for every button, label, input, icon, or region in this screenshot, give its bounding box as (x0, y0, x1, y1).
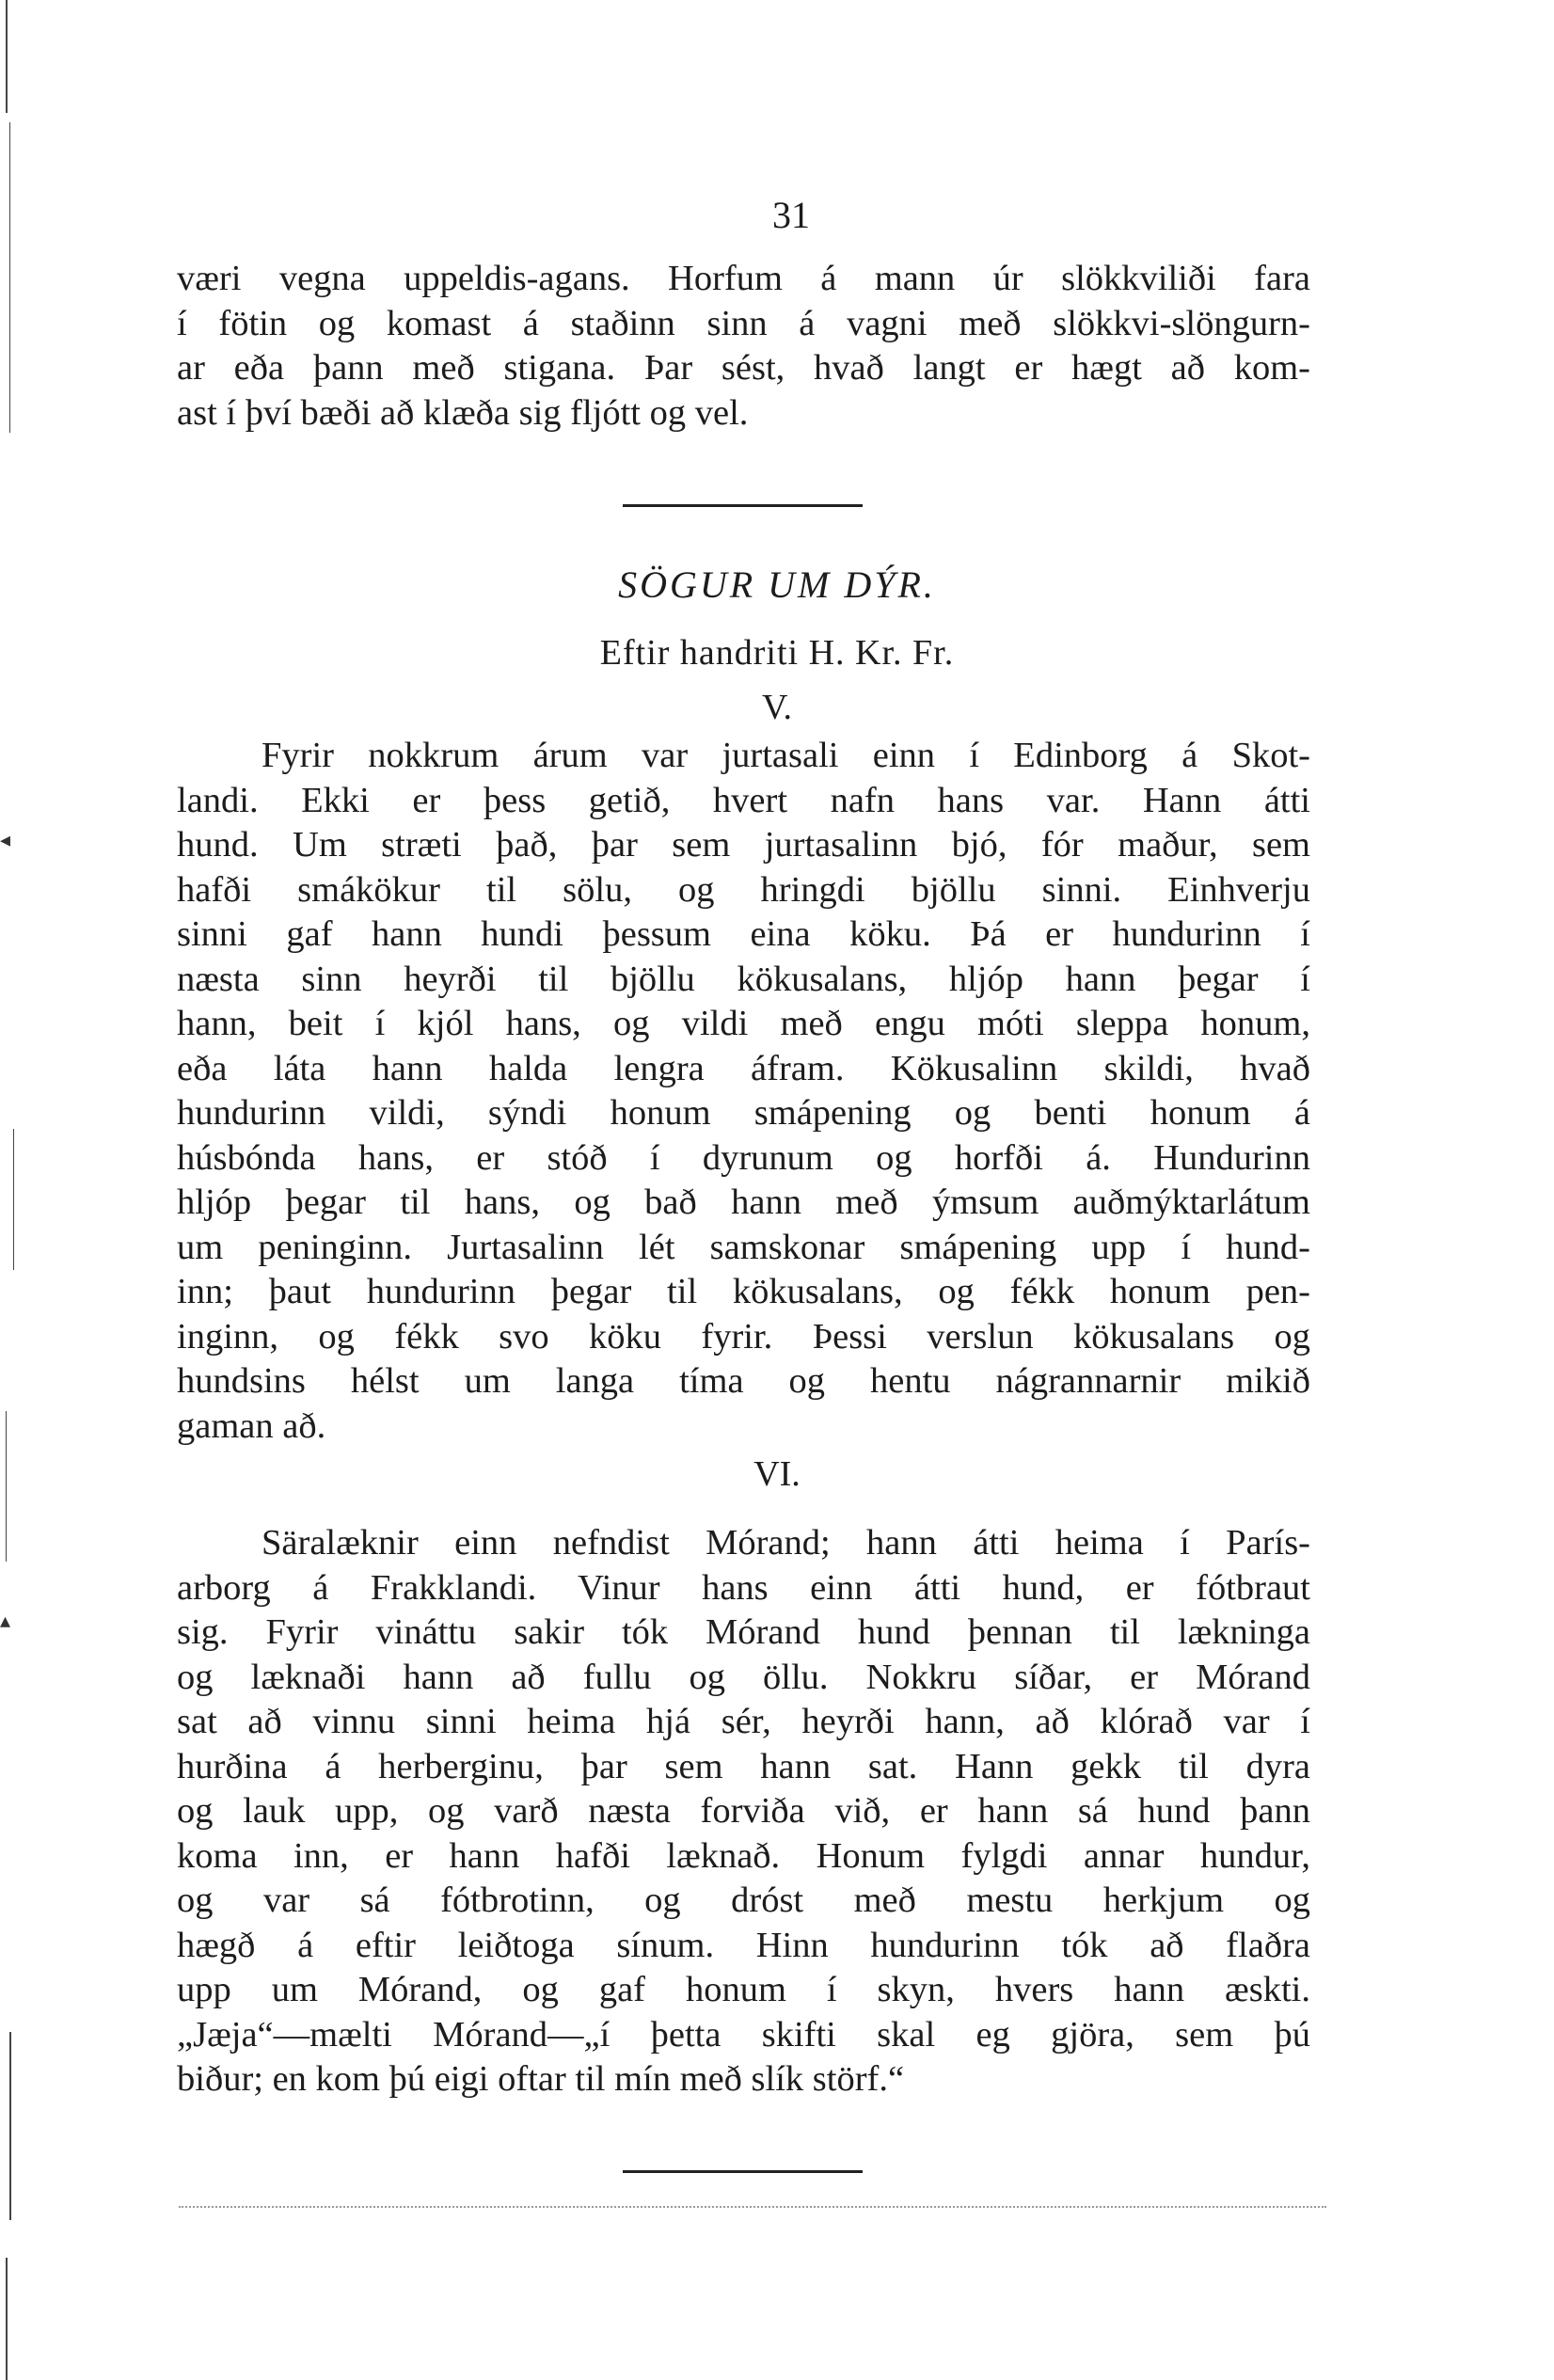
binding-edge-line (9, 122, 10, 433)
text-line: ast í því bæði að klæða sig fljótt og vel. (177, 392, 749, 433)
text-line: sat að vinnu sinni heima hjá sér, heyrði hann, að klórað var í (177, 1702, 1310, 1741)
binding-edge-line (6, 2258, 8, 2380)
binding-edge-line (9, 2032, 11, 2220)
text-line: gaman að. (177, 1405, 326, 1446)
margin-arrow-mark: ▴ (0, 1609, 11, 1632)
print-artifact-dots (179, 2206, 1326, 2212)
text-line: sig. Fyrir vináttu sakir tók Mórand hund þennan til lækninga (177, 1612, 1310, 1652)
text-line: hundurinn vildi, sýndi honum smápening og benti honum á (177, 1093, 1310, 1133)
text-line: landi. Ekki er þess getið, hvert nafn hans var. Hann átti (177, 780, 1310, 820)
part-numeral-v: V. (761, 688, 793, 727)
text-line: ar eða þann með stigana. Þar sést, hvað langt er hægt að kom- (177, 348, 1310, 388)
text-line: og lauk upp, og varð næsta forviða við, er hann sá hund þann (177, 1791, 1310, 1831)
part-numeral-vi: VI. (753, 1454, 801, 1494)
text-line: hund. Um stræti það, þar sem jurtasalinn bjó, fór maður, sem (177, 825, 1310, 865)
text-line: í fötin og komast á staðinn sinn á vagni með slökkvi-slöngurn- (177, 303, 1310, 343)
text-line: arborg á Frakklandi. Vinur hans einn átti hund, er fótbraut (177, 1567, 1310, 1608)
section-divider (623, 504, 863, 507)
text-line: Säralæknir einn nefndist Mórand; hann átti heima í París- (262, 1523, 1310, 1563)
text-line: upp um Mórand, og gaf honum í skyn, hvers hann æskti. (177, 1970, 1310, 2009)
text-line: um peninginn. Jurtasalinn lét samskonar smápening upp í hund- (177, 1227, 1310, 1267)
text-line: biður; en kom þú eigi oftar til mín með slík störf.“ (177, 2059, 905, 2099)
section-subtitle: Eftir handriti H. Kr. Fr. (599, 633, 955, 673)
text-line: hægð á eftir leiðtoga sínum. Hinn hundurinn tók að flaðra (177, 1925, 1310, 1965)
text-line: eða láta hann halda lengra áfram. Kökusalinn skildi, hvað (177, 1048, 1310, 1088)
section-title: SÖGUR UM DÝR. (618, 563, 936, 606)
text-line: Fyrir nokkrum árum var jurtasali einn í Edinborg á Skot- (262, 736, 1310, 775)
text-line: inginn, og fékk svo köku fyrir. Þessi verslun kökusalans og (177, 1316, 1310, 1357)
part-vi-paragraph (177, 1521, 1310, 2102)
text-line: hafði smákökur til sölu, og hringdi bjöllu sinni. Einhverju (177, 869, 1310, 910)
text-line: sinni gaf hann hundi þessum eina köku. Þá er hundurinn í (177, 914, 1310, 954)
text-line: koma inn, er hann hafði læknað. Honum fylgdi annar hundur, (177, 1835, 1310, 1876)
top-paragraph (177, 257, 1310, 436)
page-number: 31 (772, 194, 810, 236)
text-line: hann, beit í kjól hans, og vildi með engu móti sleppa honum, (177, 1004, 1310, 1043)
text-line: hundsins hélst um langa tíma og hentu nágrannarnir mikið (177, 1361, 1310, 1401)
binding-edge-line (6, 0, 8, 113)
text-line: væri vegna uppeldis-agans. Horfum á mann úr slökkviliði fara (177, 259, 1310, 298)
text-line: hurðina á herberginu, þar sem hann sat. Hann gekk til dyra (177, 1746, 1310, 1786)
text-line: og læknaði hann að fullu og öllu. Nokkru síðar, er Mórand (177, 1657, 1310, 1697)
text-line: hljóp þegar til hans, og bað hann með ýmsum auðmýktarlátum (177, 1182, 1310, 1222)
margin-arrow-mark: ◂ (0, 828, 11, 851)
text-line: „Jæja“—mælti Mórand—„í þetta skifti skal eg gjöra, sem þú (177, 2014, 1310, 2055)
text-line: inn; þaut hundurinn þegar til kökusalans, og fékk honum pen- (177, 1272, 1310, 1311)
text-line: og var sá fótbrotinn, og dróst með mestu herkjum og (177, 1880, 1310, 1920)
part-v-paragraph (177, 734, 1310, 1449)
text-line: næsta sinn heyrði til bjöllu kökusalans, hljóp hann þegar í (177, 959, 1310, 999)
binding-edge-line (13, 1129, 14, 1270)
text-line: húsbónda hans, er stóð í dyrunum og horfði á. Hundurinn (177, 1137, 1310, 1178)
closing-divider (623, 2170, 863, 2173)
